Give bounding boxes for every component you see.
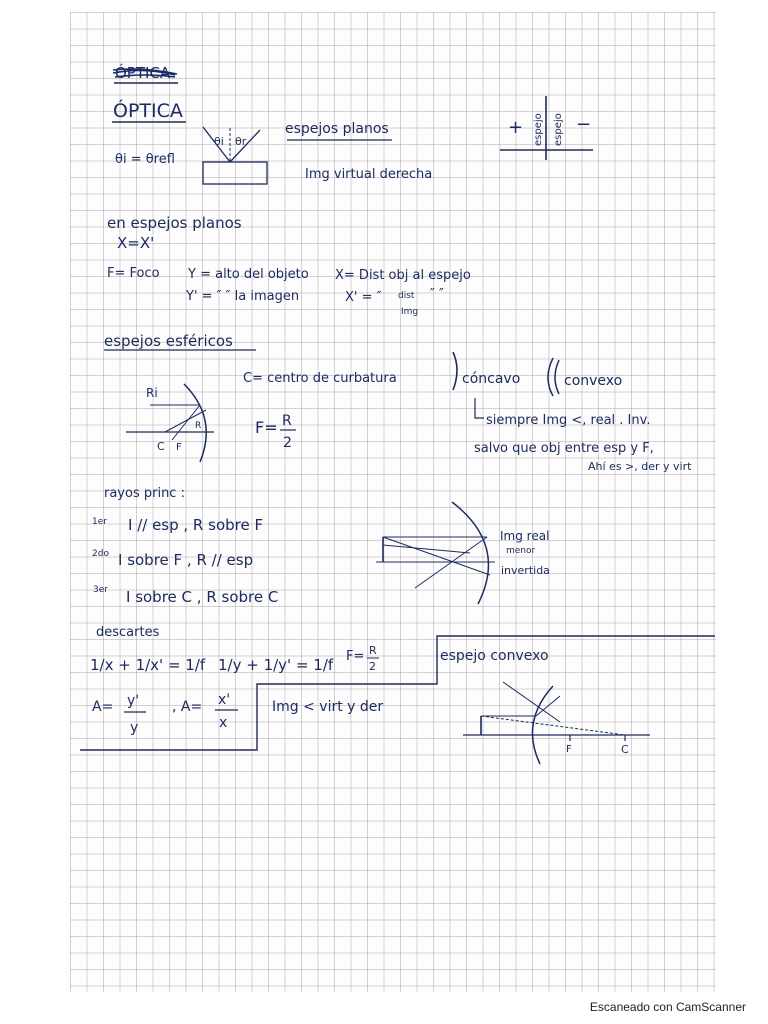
plane-heading: espejos planos <box>285 121 389 137</box>
arrow-connector <box>475 398 484 418</box>
mirror-block <box>203 162 267 184</box>
convex-note-3: Ahí es >, der y virt <box>588 460 692 473</box>
r-label: R <box>195 421 202 431</box>
plane-equation: X=X' <box>117 234 155 252</box>
ray2-rule: I sobre F , R // esp <box>118 551 254 569</box>
sign-col-2: espejo <box>553 113 564 146</box>
convex-f-label: F <box>566 744 572 755</box>
real-image-1: Img real <box>500 529 550 543</box>
mag2-den: x <box>219 715 228 731</box>
mirror-arc <box>452 502 488 604</box>
eq3-num: R <box>369 644 377 657</box>
ray1-rule: I // esp , R sobre F <box>128 516 264 534</box>
title-scratch: ÓPTICA <box>115 64 171 82</box>
mag2-left: , A= <box>172 699 203 715</box>
ray-to-c <box>481 716 625 735</box>
scanner-watermark: Escaneado con CamScanner <box>589 1000 746 1014</box>
ray2-number: 2do <box>92 549 109 559</box>
convex-label: convexo <box>564 373 623 389</box>
theta-r-label: θr <box>235 135 247 148</box>
focal-eq-left: F= <box>255 418 278 437</box>
theta-i-label: θi <box>214 135 224 148</box>
center-ray <box>383 537 490 575</box>
xprime-sub-dist: dist <box>398 291 415 301</box>
descartes-eq-2: 1/y + 1/y' = 1/f <box>218 656 334 674</box>
y-definition: Y = alto del objeto <box>188 267 309 282</box>
convex-note-1: siempre Img <, real . Inv. <box>486 413 651 428</box>
plane-rule: en espejos planos <box>107 214 242 232</box>
focal-eq-den: 2 <box>283 435 292 451</box>
section-border <box>80 636 715 750</box>
concave-symbol <box>453 352 457 390</box>
ray1-number: 1er <box>92 517 107 527</box>
curvature-center: C= centro de curbatura <box>243 371 397 386</box>
real-image-2: menor <box>506 546 536 556</box>
extra-ray <box>383 545 470 553</box>
page-title: ÓPTICA <box>113 100 183 122</box>
convex-c-label: C <box>621 743 629 756</box>
ray3-rule: I sobre C , R sobre C <box>126 588 279 606</box>
yprime-definition: Y' = ″ ″ la imagen <box>186 289 300 304</box>
sign-minus: − <box>576 114 592 135</box>
c-label: C <box>157 440 165 453</box>
mag1-left: A= <box>92 699 114 715</box>
convex-mirror-arc <box>532 686 553 764</box>
mag1-num: y' <box>127 693 140 709</box>
eq3-den: 2 <box>369 660 376 673</box>
convex-mirror-heading: espejo convexo <box>440 648 549 664</box>
xprime-definition: X' = ″ <box>345 290 382 305</box>
x-definition: X= Dist obj al espejo <box>335 268 471 283</box>
real-image-3: invertida <box>501 564 550 577</box>
angle-rule: θi = θrefl <box>115 152 175 167</box>
xprime-ditto: ″ ″ <box>430 287 444 302</box>
ray3-number: 3er <box>93 585 108 595</box>
ri-label: Ri <box>146 386 158 400</box>
focal-eq-num: R <box>282 413 292 429</box>
rays-heading: rayos princ : <box>104 486 185 501</box>
spherical-heading: espejos esféricos <box>104 332 233 350</box>
mag2-num: x' <box>218 692 231 708</box>
convex-note-2: salvo que obj entre esp y F, <box>474 441 654 456</box>
convex-image-note: Img < virt y der <box>272 699 384 715</box>
plane-image-note: Img virtual derecha <box>305 167 433 182</box>
sign-plus: + <box>508 117 524 138</box>
eq3-left: F= <box>346 649 365 664</box>
convex-symbol <box>548 358 559 396</box>
sign-col-1: espejo <box>533 113 544 146</box>
concave-label: cóncavo <box>462 371 521 387</box>
mag1-den: y <box>130 720 139 736</box>
descartes-heading: descartes <box>96 625 160 640</box>
descartes-eq-1: 1/x + 1/x' = 1/f <box>90 656 206 674</box>
focus-definition: F= Foco <box>107 266 160 281</box>
xprime-sub-img: Img <box>401 307 419 317</box>
f-label: F <box>176 442 182 453</box>
